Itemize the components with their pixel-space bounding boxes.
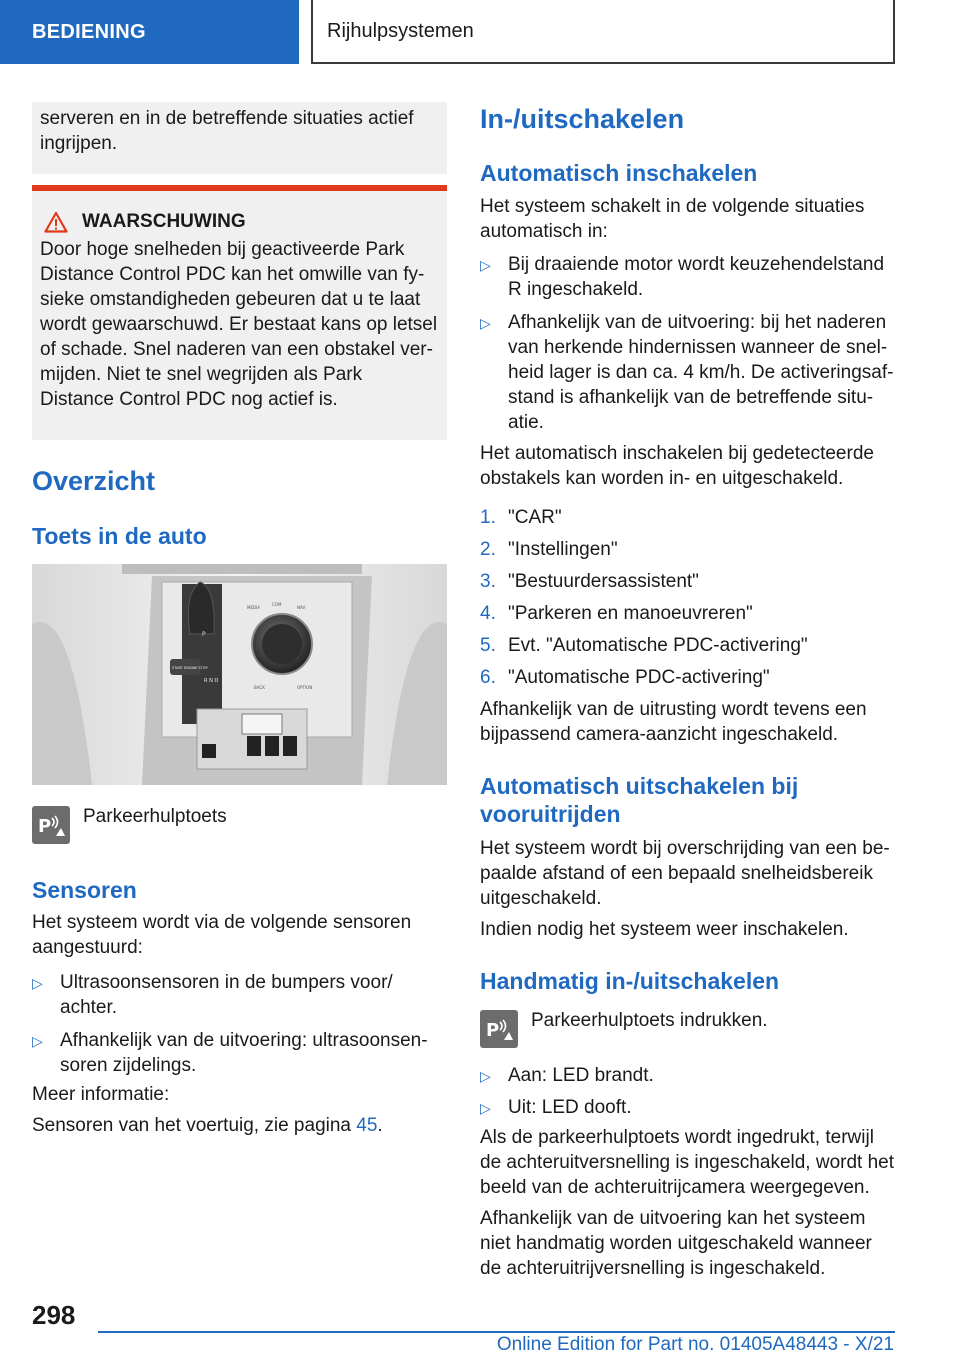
park-button-label: Parkeerhulptoets bbox=[83, 806, 227, 827]
manual-paragraph-2: Afhankelijk van de uitvoering kan het systeem niet handmatig worden uitgeschakeld wanneer de achteruitrijversnelling is ingeschakeld. bbox=[480, 1208, 872, 1279]
list-item-text: Afhankelijk van de uitvoering: ultrasoonsen-soren zijdelings. bbox=[60, 1030, 428, 1076]
continued-box bbox=[32, 102, 447, 174]
page-link[interactable]: 45 bbox=[356, 1115, 378, 1136]
warning-heading bbox=[44, 211, 439, 233]
list-item: 1. "CAR" bbox=[480, 507, 562, 528]
bullet-triangle-icon: ▷ bbox=[480, 1100, 491, 1116]
list-item bbox=[480, 1095, 898, 1121]
bullet-triangle-icon: ▷ bbox=[480, 315, 491, 331]
photo-label-back: BACK bbox=[254, 685, 265, 690]
section-tab: BEDIENING bbox=[0, 0, 299, 64]
list-item bbox=[32, 970, 447, 1020]
list-item bbox=[32, 1028, 447, 1078]
list-item-text: Uit: LED dooft. bbox=[508, 1097, 632, 1118]
auto-off-note: Indien nodig het systeem weer inschakelen. bbox=[480, 919, 849, 940]
edition-text: Online Edition for Part no. 01405A48443 - X/21 bbox=[496, 1334, 894, 1355]
warning-box bbox=[32, 185, 447, 440]
park-assist-icon bbox=[480, 1010, 518, 1048]
button-heading: Toets in de auto bbox=[32, 523, 207, 549]
bullet-triangle-icon: ▷ bbox=[32, 975, 43, 991]
photo-label-p: P bbox=[202, 631, 206, 638]
photo-label-option: OPTION bbox=[297, 685, 313, 690]
steps-list bbox=[480, 505, 898, 690]
list-item-text: Aan: LED brandt. bbox=[508, 1065, 654, 1086]
sensors-intro: Het systeem wordt via de volgende sensoren aangestuurd: bbox=[32, 912, 412, 958]
chapter-tab: Rijhulpsystemen bbox=[311, 0, 895, 64]
auto-off-text: Het systeem wordt bij overschrijding van een be-paalde afstand of een bepaald snelheidsbereik uitgeschakeld. bbox=[480, 838, 890, 909]
list-item-text: Afhankelijk van de uitvoering: bij het naderen van herkende hindernissen wanneer de snel-heid lager is dan ca. 4 km/h. De activeringsaf-stand is afhankelijk van de betreffende situ-atie. bbox=[508, 312, 894, 433]
list-item bbox=[480, 1063, 898, 1089]
auto-on-note: Het automatisch inschakelen bij gedetecteerde obstakels kan worden in- en uitgeschakeld. bbox=[480, 443, 874, 489]
reference-line: Sensoren van het voertuig, zie pagina 45. bbox=[32, 1115, 383, 1136]
list-item bbox=[480, 310, 898, 435]
footer-divider bbox=[98, 1331, 895, 1333]
continued-text: serveren en in de betreffende situaties actief ingrijpen. bbox=[40, 108, 414, 154]
list-item-text: Ultrasoonsensoren in de bumpers voor/ achter. bbox=[60, 972, 393, 1018]
bullet-triangle-icon: ▷ bbox=[32, 1033, 43, 1049]
auto-on-heading: Automatisch inschakelen bbox=[480, 160, 758, 186]
list-item bbox=[480, 252, 898, 302]
list-item: 6. "Automatische PDC-activering" bbox=[480, 667, 770, 688]
svg-text:P: P bbox=[38, 816, 52, 837]
warning-title: WAARSCHUWING bbox=[82, 211, 246, 232]
bullet-triangle-icon: ▷ bbox=[480, 257, 491, 273]
park-assist-icon bbox=[32, 806, 70, 844]
photo-label-gear: R N D bbox=[204, 678, 219, 684]
overview-heading: Overzicht bbox=[32, 466, 156, 496]
bullet-triangle-icon: ▷ bbox=[480, 1068, 491, 1084]
manual-paragraph-1: Als de parkeerhulptoets wordt ingedrukt, terwijl de achteruitversnelling is ingeschakeld, wordt het beeld van de achteruitrijcamera weergegeven. bbox=[480, 1127, 895, 1198]
auto-off-heading: Automatisch uitschakelen bij vooruitrijden bbox=[480, 773, 799, 827]
warning-triangle-icon bbox=[44, 211, 68, 233]
more-info-label: Meer informatie: bbox=[32, 1084, 170, 1105]
photo-label-start: START ENGINE STOP bbox=[172, 666, 208, 670]
list-item: 3. "Bestuurdersassistent" bbox=[480, 571, 699, 592]
manual-heading: Handmatig in-/uitschakelen bbox=[480, 968, 780, 994]
sensors-section bbox=[32, 910, 447, 1138]
list-item: 2. "Instellingen" bbox=[480, 539, 618, 560]
sensors-heading: Sensoren bbox=[32, 877, 137, 903]
onoff-heading: In-/uitschakelen bbox=[480, 104, 685, 134]
list-item-text: Bij draaiende motor wordt keuzehendelstand R ingeschakeld. bbox=[508, 254, 885, 300]
photo-label-media: MEDIA bbox=[247, 605, 260, 610]
list-item: 4. "Parkeren en manoeuvreren" bbox=[480, 603, 753, 624]
auto-on-section bbox=[480, 194, 898, 747]
svg-text:P: P bbox=[486, 1020, 500, 1041]
page-number: 298 bbox=[32, 1300, 76, 1330]
steps-note: Afhankelijk van de uitrusting wordt tevens een bijpassend camera-aanzicht ingeschakeld. bbox=[480, 699, 867, 745]
manual-text: Parkeerhulptoets indrukken. bbox=[531, 1010, 768, 1031]
warning-text: Door hoge snelheden bij geactiveerde Park Distance Control PDC kan het omwille van fy-sieke omstandigheden gebeuren dat u te laat wordt gewaarschuwd. Er bestaat kans op letsel of schade. Snel naderen van een obstakel ver-mijden. Niet te snel wegrijden als Park Distance Control PDC nog actief is. bbox=[40, 239, 438, 410]
auto-off-section bbox=[480, 836, 898, 942]
list-item: 5. Evt. "Automatische PDC-activering" bbox=[480, 635, 808, 656]
auto-on-intro: Het systeem schakelt in de volgende situaties automatisch in: bbox=[480, 196, 865, 242]
console-photo bbox=[32, 564, 447, 785]
manual-section bbox=[480, 1063, 898, 1281]
photo-label-nav: NAV bbox=[297, 605, 306, 610]
console-illustration bbox=[32, 564, 447, 785]
photo-label-com: COM bbox=[272, 602, 282, 607]
